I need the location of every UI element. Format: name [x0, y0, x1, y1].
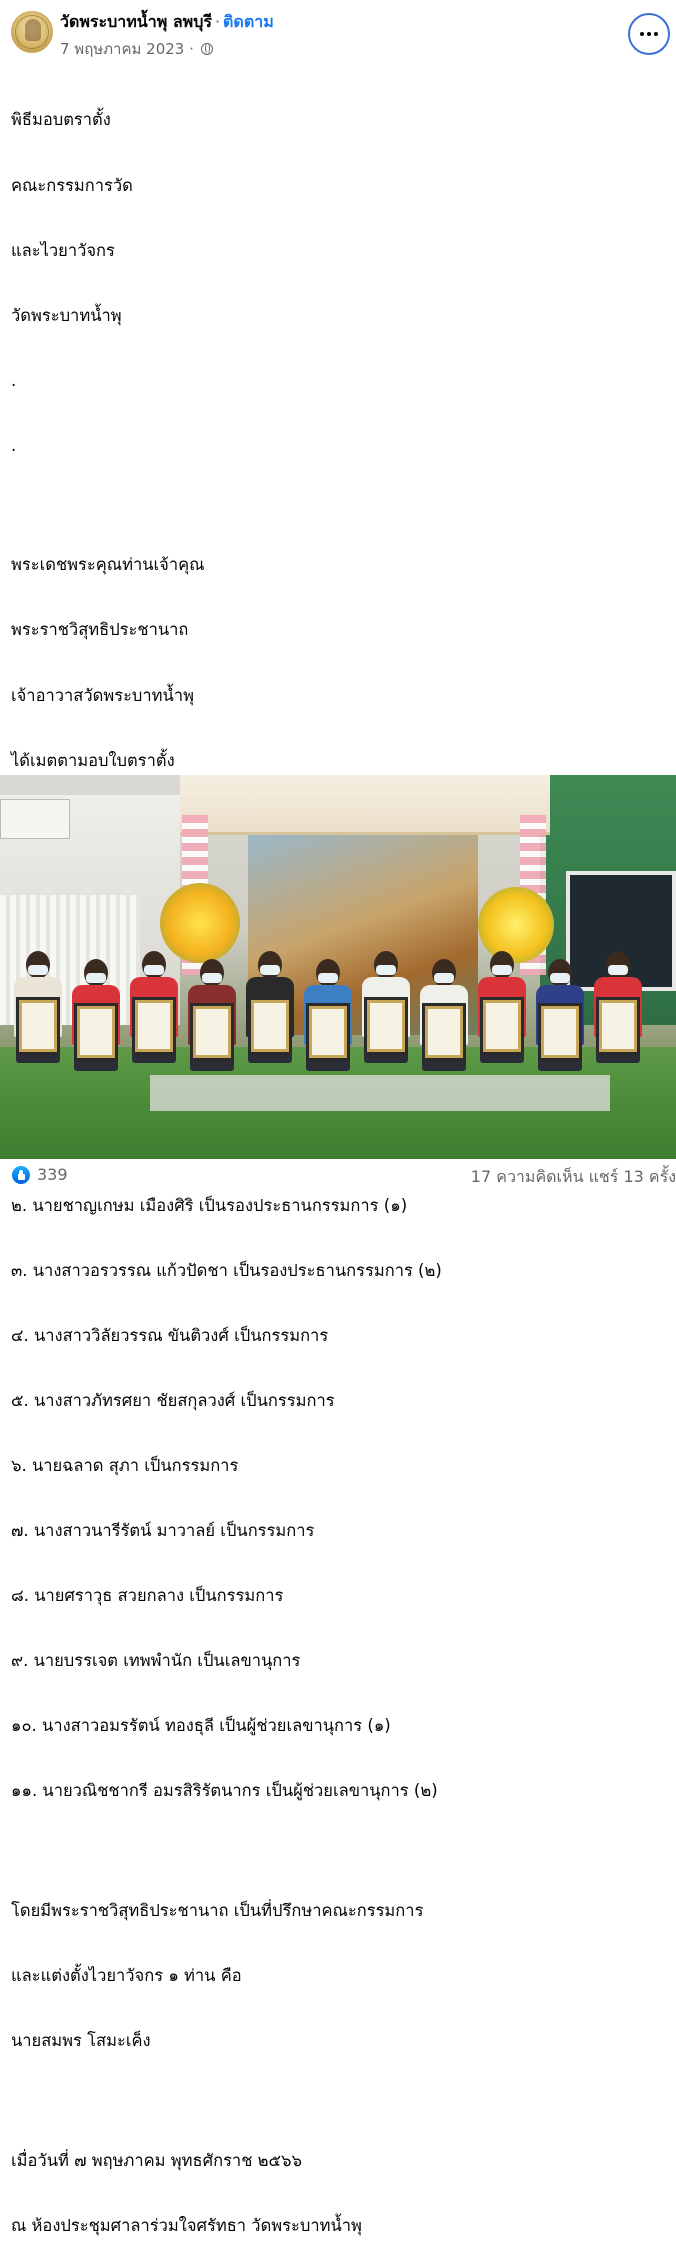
post-line: . [11, 435, 17, 455]
member-item: ๙. นายบรรเจต เทพพำนัก เป็นเลขานุการ [11, 1651, 301, 1671]
like-icon[interactable] [12, 1166, 30, 1184]
advisor-line: นายสมพร โสมะเค็ง [11, 2031, 151, 2051]
member-item: ๑๑. นายวณิชชากรี อมรสิริรัตนากร เป็นผู้ช่วยเลขานุการ (๒) [11, 1781, 438, 1801]
post-timestamp[interactable] [60, 37, 213, 61]
post-photo[interactable] [0, 775, 676, 1159]
advisor-line: และแต่งตั้งไวยาวัจกร ๑ ท่าน คือ [11, 1966, 242, 1986]
member-item: ๒. นายชาญเกษม เมืองศิริ เป็นรองประธานกรรมการ (๑) [11, 1195, 408, 1215]
event-location-line: ณ ห้องประชุมศาลาร่วมใจศรัทธา วัดพระบาทน้ำพุ [11, 2215, 362, 2235]
photo-certificate [248, 997, 292, 1055]
reactions-bar [0, 1159, 676, 1188]
comments-shares-count[interactable]: 17 ความคิดเห็น แชร์ 13 ครั้ง [470, 1167, 676, 1186]
event-date-line: เมื่อวันที่ ๗ พฤษภาคม พุทธศักราช ๒๕๖๖ [11, 2150, 302, 2170]
photo-certificate [480, 997, 524, 1055]
member-item: ๖. นายฉลาด สุภา เป็นกรรมการ [11, 1456, 239, 1475]
post-header [0, 0, 676, 64]
more-dots-icon [640, 32, 658, 36]
post-line: เจ้าอาวาสวัดพระบาทน้ำพุ [11, 685, 194, 705]
name-separator: · [214, 12, 221, 31]
reaction-count[interactable]: 339 [37, 1165, 68, 1184]
page-name-row [60, 10, 274, 35]
photo-certificate [132, 997, 176, 1055]
photo-certificate [190, 1003, 234, 1061]
advisor-line: โดยมีพระราชวิสุทธิประชานาถ เป็นที่ปรึกษาคณะกรรมการ [11, 1900, 424, 1920]
post-line: พิธีมอบตราตั้ง [11, 110, 111, 130]
photo-mat [150, 1075, 610, 1111]
page-avatar[interactable] [11, 11, 53, 53]
page-name-link[interactable]: วัดพระบาทน้ำพุ ลพบุรี [60, 12, 212, 31]
member-item: ๗. นางสาวนารีรัตน์ มาวาลย์ เป็นกรรมการ [11, 1521, 315, 1541]
more-options-button[interactable] [628, 13, 670, 55]
photo-canopy [180, 775, 550, 835]
globe-icon [201, 43, 213, 55]
photo-certificate [306, 1003, 350, 1061]
post-line: พระเดชพระคุณท่านเจ้าคุณ [11, 555, 205, 575]
post-line: และไวยาวัจกร [11, 240, 115, 260]
photo-air-conditioner [0, 799, 70, 839]
photo-certificate [364, 997, 408, 1055]
member-item: ๑๐. นางสาวอมรรัตน์ ทองธุลี เป็นผู้ช่วยเลขานุการ (๑) [11, 1716, 391, 1736]
post-line: วัดพระบาทน้ำพุ [11, 305, 122, 325]
post-line: คณะกรรมการวัด [11, 175, 133, 195]
member-item: ๕. นางสาวภัทรศยา ชัยสกุลวงศ์ เป็นกรรมการ [11, 1390, 335, 1410]
post-line: . [11, 370, 17, 390]
photo-certificate [596, 997, 640, 1055]
post-line: พระราชวิสุทธิประชานาถ [11, 620, 189, 640]
post-date-text[interactable]: 7 พฤษภาคม 2023 · [60, 40, 194, 58]
photo-certificate [538, 1003, 582, 1061]
member-item: ๓. นางสาวอรวรรณ แก้วปัดชา เป็นรองประธานกรรมการ (๒) [11, 1260, 442, 1280]
member-item: ๘. นายศราวุธ สวยกลาง เป็นกรรมการ [11, 1586, 284, 1606]
avatar-monk-figure [25, 19, 41, 41]
photo-certificate [74, 1003, 118, 1061]
follow-button[interactable]: ติดตาม [223, 12, 274, 31]
post-line: ได้เมตตามอบใบตราตั้ง [11, 750, 175, 770]
photo-certificate [422, 1003, 466, 1061]
member-item: ๔. นางสาววิลัยวรรณ ขันติวงศ์ เป็นกรรมการ [11, 1325, 329, 1345]
photo-certificate [16, 997, 60, 1055]
